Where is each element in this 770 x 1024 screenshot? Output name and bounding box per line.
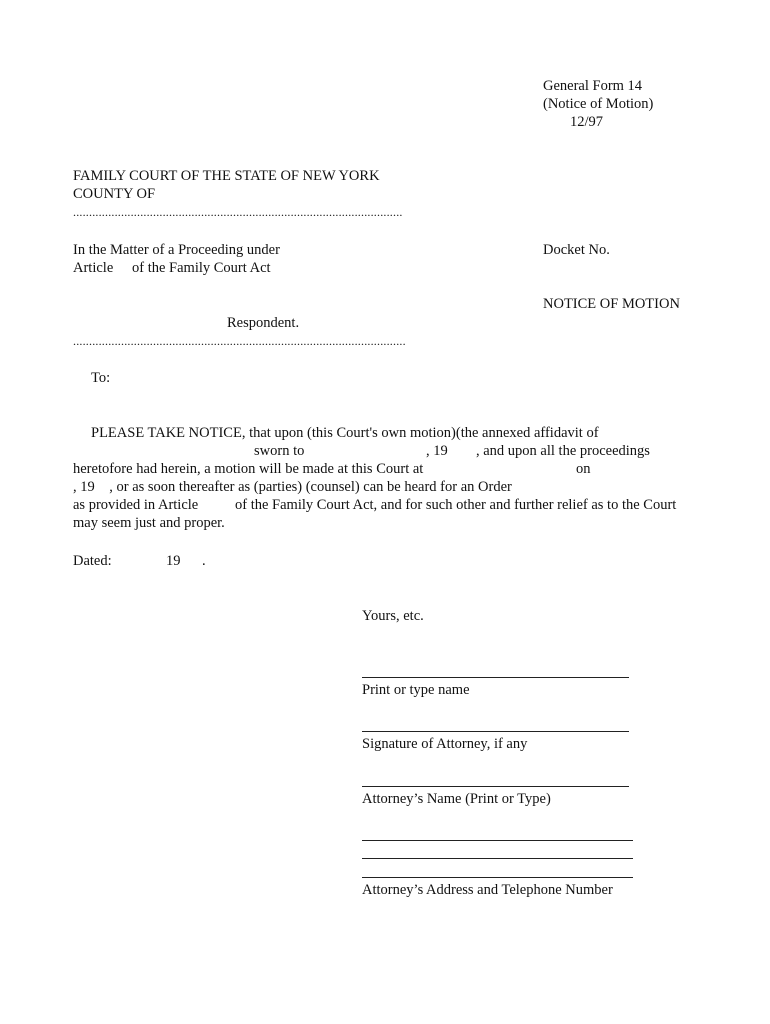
signature-attorney-label: Signature of Attorney, if any bbox=[362, 736, 528, 752]
matter-article-label: Article bbox=[73, 260, 114, 276]
notice-title: NOTICE OF MOTION bbox=[543, 296, 680, 312]
body-line-1: PLEASE TAKE NOTICE, that upon (this Court's own motion)(the annexed affidavit of bbox=[91, 425, 599, 441]
dated-label: Dated: bbox=[73, 553, 112, 569]
matter-line: In the Matter of a Proceeding under bbox=[73, 242, 280, 258]
form-subtitle: (Notice of Motion) bbox=[543, 96, 654, 112]
body-line-3: heretofore had herein, a motion will be made at this Court at bbox=[73, 461, 424, 477]
body-sworn-to: sworn to bbox=[254, 443, 305, 459]
print-name-line[interactable] bbox=[362, 677, 629, 678]
attorney-name-line[interactable] bbox=[362, 786, 629, 787]
dated-year: 19 bbox=[166, 553, 181, 569]
address-line-2[interactable] bbox=[362, 858, 633, 859]
form-date: 12/97 bbox=[570, 114, 604, 130]
docket-label: Docket No. bbox=[543, 242, 610, 258]
attorney-address-label: Attorney’s Address and Telephone Number bbox=[362, 882, 613, 898]
signature-line[interactable] bbox=[362, 731, 629, 732]
county-dotted-line: ....................................................................................................... bbox=[73, 205, 403, 219]
respondent-label: Respondent. bbox=[227, 315, 300, 331]
body-year-1: , 19 bbox=[426, 443, 448, 459]
court-title: FAMILY COURT OF THE STATE OF NEW YORK bbox=[73, 168, 380, 184]
address-line-3[interactable] bbox=[362, 877, 633, 878]
print-name-label: Print or type name bbox=[362, 682, 470, 698]
body-line-4: , 19 , or as soon thereafter as (parties) (counsel) can be heard for an Order bbox=[73, 479, 512, 495]
to-label: To: bbox=[91, 370, 111, 386]
caption-dotted-line: ........................................................................................................ bbox=[73, 334, 406, 348]
address-line-1[interactable] bbox=[362, 840, 633, 841]
body-line-5-a: as provided in Article bbox=[73, 497, 199, 513]
dated-period: . bbox=[202, 553, 206, 569]
body-line-6: may seem just and proper. bbox=[73, 515, 225, 531]
body-on: on bbox=[576, 461, 591, 477]
body-line-5-b: of the Family Court Act, and for such other and further relief as to the Court bbox=[235, 497, 677, 513]
form-name: General Form 14 bbox=[543, 78, 643, 94]
matter-act-label: of the Family Court Act bbox=[132, 260, 271, 276]
attorney-name-label: Attorney’s Name (Print or Type) bbox=[362, 791, 551, 807]
body-proceedings: , and upon all the proceedings bbox=[476, 443, 650, 459]
county-label: COUNTY OF bbox=[73, 186, 156, 202]
yours-etc: Yours, etc. bbox=[362, 608, 424, 624]
